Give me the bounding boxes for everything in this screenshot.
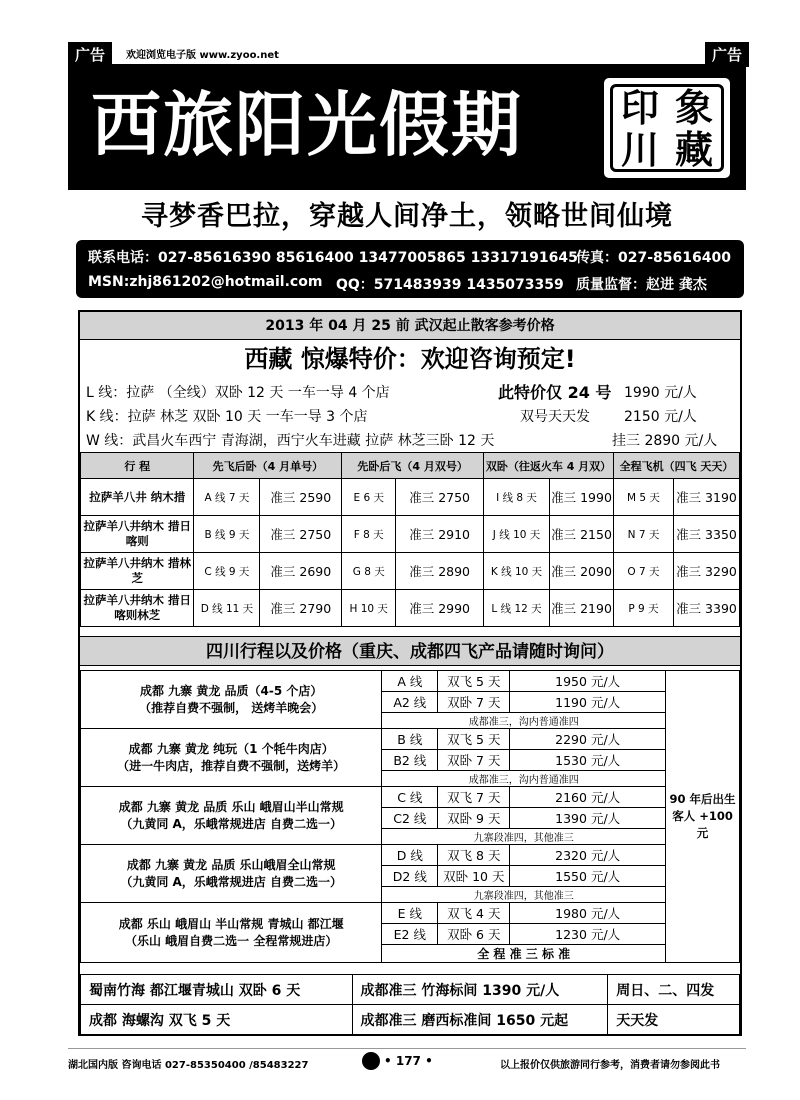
contact-box <box>76 240 744 298</box>
hotel-note: 成都准三，沟内普通准四 <box>382 713 666 729</box>
route-description: 成都 九寨 黄龙 纯玩（1 个牦牛肉店） （进一牛肉店，推荐自费不强制，送烤羊） <box>81 729 382 787</box>
contact-qq[interactable]: QQ：571483939 1435073359 <box>336 277 564 293</box>
footer-divider <box>68 1048 746 1049</box>
route-cell: 拉萨羊八井纳木 措日喀则林芝 <box>81 590 194 627</box>
line-code: C2 线 <box>382 808 438 829</box>
line-code: D 线 <box>382 845 438 866</box>
footer-right: 以上报价仅供旅游同行参考，消费者请勿参阅此书 <box>500 1060 720 1071</box>
line-code: E 线 <box>382 903 438 924</box>
table-row <box>81 479 740 516</box>
brand-banner <box>68 64 746 190</box>
brand-title: 西旅阳光假期 <box>91 83 523 166</box>
price-cell: 2160 元/人 <box>510 787 666 808</box>
hotel-note: 九寨段准四，其他准三 <box>382 829 666 845</box>
tibet-line-name: K 线：拉萨 林芝 双卧 10 天 一车一导 3 个店 <box>86 409 368 425</box>
hotel-note: 全 程 准 三 标 准 <box>382 945 666 963</box>
hotel-note: 九寨段准四，其他准三 <box>382 887 666 903</box>
tibet-line-name: W 线：武昌火车西宁 青海湖，西宁火车进藏 拉萨 林芝三卧 12 天 <box>86 433 495 449</box>
price-cell: 1950 元/人 <box>510 671 666 692</box>
price-cell: 准三 2910 <box>396 516 484 553</box>
sichuan-section-header: 四川行程以及价格（重庆、成都四飞产品请随时询问） <box>80 636 740 666</box>
line-code: E 6 天 <box>342 479 396 516</box>
site-url[interactable]: 欢迎浏览电子版 www.zyoo.net <box>126 50 279 61</box>
seal-char: 藏 <box>674 127 713 172</box>
price-cell: 2290 元/人 <box>510 729 666 750</box>
trip-type: 双卧 10 天 <box>438 866 510 887</box>
line-code: A 线 <box>382 671 438 692</box>
price-cell: 准三 2790 <box>260 590 342 627</box>
trip-type: 双飞 8 天 <box>438 845 510 866</box>
price-cell: 准三 2750 <box>260 516 342 553</box>
route-description: 成都 乐山 峨眉山 半山常规 青城山 都江堰 （乐山 峨眉自费二选一 全程常规进店） <box>81 903 382 963</box>
price-cell: 准三 2190 <box>550 590 614 627</box>
column-header: 双卧（往返火车 4 月双） <box>484 453 614 479</box>
table-row <box>81 516 740 553</box>
tibet-hot-title: 西藏 惊爆特价：欢迎咨询预定! <box>244 345 576 373</box>
table-row <box>81 1005 740 1035</box>
line-code: J 线 10 天 <box>484 516 550 553</box>
ad-tag-right: 广告 <box>705 42 749 67</box>
trip-type: 双飞 5 天 <box>438 729 510 750</box>
route-cell: 蜀南竹海 都江堰青城山 双卧 6 天 <box>81 975 353 1005</box>
table-row <box>81 903 740 924</box>
trip-type: 双卧 7 天 <box>438 750 510 771</box>
table-header-row <box>81 453 740 479</box>
price-cell: 准三 3350 <box>673 516 739 553</box>
line-code: N 7 天 <box>614 516 674 553</box>
route-cell: 拉萨羊八井纳木 措林芝 <box>81 553 194 590</box>
detail-cell: 成都准三 磨西标准间 1650 元起 <box>352 1005 608 1035</box>
trip-type: 双飞 7 天 <box>438 787 510 808</box>
price-cell: 准三 3290 <box>673 553 739 590</box>
line-code: C 线 <box>382 787 438 808</box>
line-code: D 线 11 天 <box>194 590 260 627</box>
line-code: D2 线 <box>382 866 438 887</box>
seal-logo <box>601 75 733 181</box>
line-code: B2 线 <box>382 750 438 771</box>
price-cell: 准三 2590 <box>260 479 342 516</box>
price-cell: 准三 1990 <box>550 479 614 516</box>
price-cell: 1980 元/人 <box>510 903 666 924</box>
line-code: H 10 天 <box>342 590 396 627</box>
price-cell: 准三 2750 <box>396 479 484 516</box>
trip-type: 双卧 9 天 <box>438 808 510 829</box>
price-cell: 准三 2990 <box>396 590 484 627</box>
table-row <box>81 787 740 808</box>
table-row <box>81 671 740 692</box>
line-code: E2 线 <box>382 924 438 945</box>
price-cell: 准三 2090 <box>550 553 614 590</box>
trip-type: 双卧 6 天 <box>438 924 510 945</box>
tibet-line-name: L 线：拉萨 （全线）双卧 12 天 一车一导 4 个店 <box>86 385 390 401</box>
line-code: M 5 天 <box>614 479 674 516</box>
column-header: 行 程 <box>81 453 194 479</box>
line-code: B 线 <box>382 729 438 750</box>
price-cell: 2320 元/人 <box>510 845 666 866</box>
seal-char: 印 <box>620 85 659 130</box>
price-cell: 1390 元/人 <box>510 808 666 829</box>
seal-char: 象 <box>674 85 713 130</box>
line-code: A 线 7 天 <box>194 479 260 516</box>
price-cell: 1530 元/人 <box>510 750 666 771</box>
column-header: 先卧后飞（4 月双号） <box>342 453 484 479</box>
slogan: 寻梦香巴拉，穿越人间净土，领略世间仙境 <box>141 201 673 232</box>
table-row <box>81 845 740 866</box>
seal-char: 川 <box>620 127 659 172</box>
column-header: 先飞后卧（4 月单号） <box>194 453 342 479</box>
price-cell: 1190 元/人 <box>510 692 666 713</box>
tibet-section-header: 2013 年 04 月 25 前 武汉起止散客参考价格 <box>80 312 740 340</box>
line-code: K 线 10 天 <box>484 553 550 590</box>
trip-type: 双飞 5 天 <box>438 671 510 692</box>
table-row <box>81 553 740 590</box>
route-cell: 拉萨羊八井纳木 措日喀则 <box>81 516 194 553</box>
table-row <box>81 729 740 750</box>
route-cell: 拉萨羊八井 纳木措 <box>81 479 194 516</box>
price-cell: 准三 3190 <box>673 479 739 516</box>
extra-routes-table <box>80 974 740 1035</box>
sichuan-price-table <box>80 670 740 963</box>
line-code: B 线 9 天 <box>194 516 260 553</box>
page-badge-icon <box>362 1052 380 1070</box>
table-row <box>81 590 740 627</box>
route-description: 成都 九寨 黄龙 品质 乐山峨眉全山常规 （九黄同 A，乐峨常规进店 自费二选一） <box>81 845 382 903</box>
price-cell: 1550 元/人 <box>510 866 666 887</box>
price-cell: 准三 2890 <box>396 553 484 590</box>
trip-type: 双飞 4 天 <box>438 903 510 924</box>
price-cell: 1230 元/人 <box>510 924 666 945</box>
tibet-price-table <box>80 452 740 627</box>
side-note: 90 年后出生客人 +100 元 <box>666 671 740 963</box>
contact-msn[interactable]: MSN:zhj861202@hotmail.com <box>88 274 323 290</box>
route-description: 成都 九寨 黄龙 品质 乐山 峨眉山半山常规 （九黄同 A，乐峨常规进店 自费二选一） <box>81 787 382 845</box>
page-number: • 177 • <box>384 1054 433 1068</box>
column-header: 全程飞机（四飞 天天） <box>614 453 740 479</box>
ad-tag-left: 广告 <box>68 42 112 67</box>
line-code: I 线 8 天 <box>484 479 550 516</box>
footer-left: 湖北国内版 咨询电话 027-85350400 /85483227 <box>68 1060 309 1071</box>
detail-cell: 成都准三 竹海标间 1390 元/人 <box>352 975 608 1005</box>
departure-cell: 天天发 <box>608 1005 740 1035</box>
tibet-line-extra: 此特价仅 24 号 <box>498 383 612 402</box>
contact-fax: 传真：027-85616400 <box>576 250 731 266</box>
price-cell: 准三 2690 <box>260 553 342 590</box>
departure-cell: 周日、二、四发 <box>608 975 740 1005</box>
line-code: G 8 天 <box>342 553 396 590</box>
contact-phone[interactable]: 联系电话：027-85616390 85616400 13477005865 13317191645 <box>88 250 578 266</box>
tibet-line-price: 1990 元/人 <box>624 385 697 401</box>
trip-type: 双卧 7 天 <box>438 692 510 713</box>
contact-supervisor: 质量监督：赵进 龚杰 <box>576 277 707 293</box>
route-cell: 成都 海螺沟 双飞 5 天 <box>81 1005 353 1035</box>
line-code: F 8 天 <box>342 516 396 553</box>
hotel-note: 成都准三，沟内普通准四 <box>382 771 666 787</box>
tibet-line-extra: 双号天天发 <box>520 409 590 425</box>
line-code: C 线 9 天 <box>194 553 260 590</box>
tibet-line-price: 2150 元/人 <box>624 409 697 425</box>
price-cell: 准三 3390 <box>673 590 739 627</box>
price-cell: 准三 2150 <box>550 516 614 553</box>
tibet-line-price: 挂三 2890 元/人 <box>612 433 718 449</box>
line-code: L 线 12 天 <box>484 590 550 627</box>
table-row <box>81 975 740 1005</box>
line-code: A2 线 <box>382 692 438 713</box>
line-code: O 7 天 <box>614 553 674 590</box>
route-description: 成都 九寨 黄龙 品质（4-5 个店） （推荐自费不强制， 送烤羊晚会） <box>81 671 382 729</box>
line-code: P 9 天 <box>614 590 674 627</box>
